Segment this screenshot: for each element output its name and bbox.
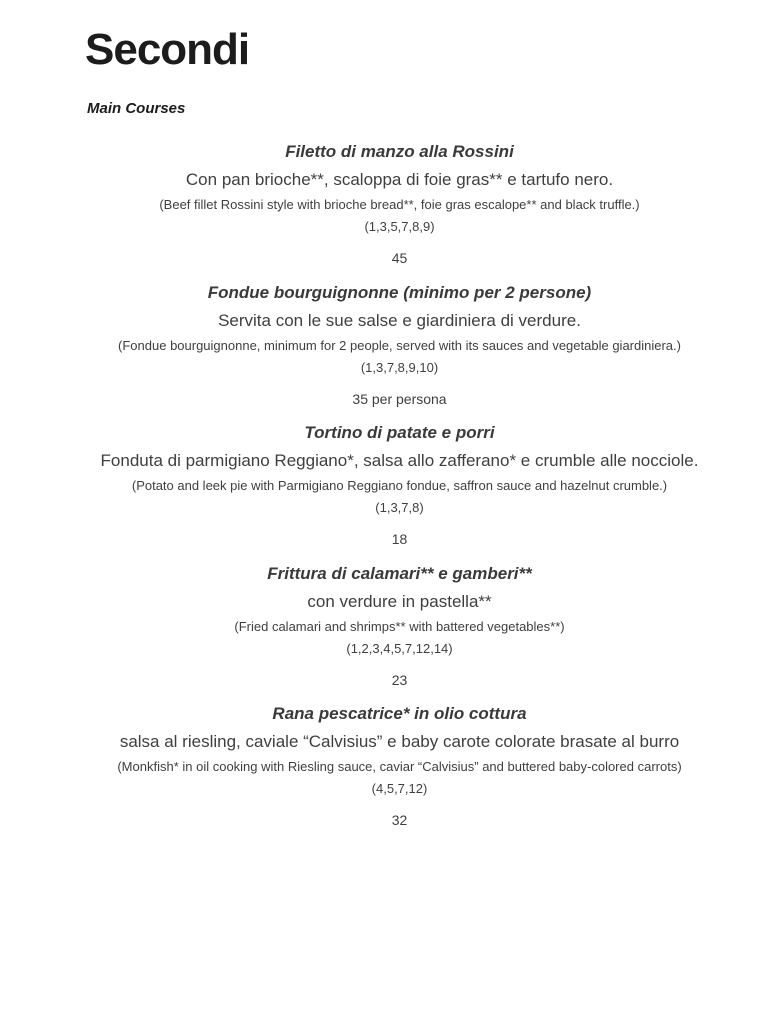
menu-section (85, 141, 714, 829)
item-description: Servita con le sue salse e giardiniera di verdure. (218, 310, 581, 330)
menu-item (85, 422, 714, 548)
item-price: 45 (391, 250, 408, 267)
item-allergens: (1,3,7,8,9,10) (360, 359, 439, 375)
menu-item (85, 141, 714, 267)
menu-item (85, 282, 714, 408)
item-allergens: (1,3,7,8) (375, 500, 424, 516)
menu-item (85, 563, 714, 689)
item-allergens: (1,3,5,7,8,9) (364, 219, 435, 235)
item-price: 32 (391, 812, 408, 829)
item-allergens: (1,2,3,4,5,7,12,14) (346, 640, 453, 656)
menu-item (85, 703, 714, 829)
page-title: Secondi (85, 25, 250, 74)
item-price: 18 (391, 531, 408, 548)
item-translation: (Beef fillet Rossini style with brioche bread**, foie gras escalope** and black truffle.) (159, 197, 640, 213)
item-name: Filetto di manzo alla Rossini (285, 142, 514, 162)
item-name: Tortino di patate e porri (304, 423, 495, 443)
item-name: Rana pescatrice* in olio cottura (272, 704, 527, 724)
item-name: Frittura di calamari** e gamberi** (267, 563, 532, 583)
item-description: con verdure in pastella** (307, 591, 492, 611)
item-description: salsa al riesling, caviale “Calvisius” e baby carote colorate brasate al burro (119, 732, 680, 752)
item-price: 23 (391, 671, 408, 688)
item-translation: (Fried calamari and shrimps** with battered vegetables**) (234, 618, 565, 634)
item-allergens: (4,5,7,12) (371, 781, 428, 797)
item-translation: (Potato and leek pie with Parmigiano Reggiano fondue, saffron sauce and hazelnut crumble.) (131, 478, 668, 494)
page-subtitle: Main Courses (87, 100, 186, 118)
item-description: Con pan brioche**, scaloppa di foie gras** e tartufo nero. (185, 170, 614, 190)
item-description: Fonduta di parmigiano Reggiano*, salsa allo zafferano* e crumble alle nocciole. (100, 451, 699, 471)
item-name: Fondue bourguignonne (minimo per 2 persone) (207, 282, 592, 302)
item-price: 35 per persona (352, 390, 447, 407)
item-translation: (Fondue bourguignonne, minimum for 2 people, served with its sauces and vegetable giardiniera.) (118, 337, 681, 353)
item-translation: (Monkfish* in oil cooking with Riesling sauce, caviar “Calvisius” and buttered baby-colored carrots) (117, 759, 682, 775)
